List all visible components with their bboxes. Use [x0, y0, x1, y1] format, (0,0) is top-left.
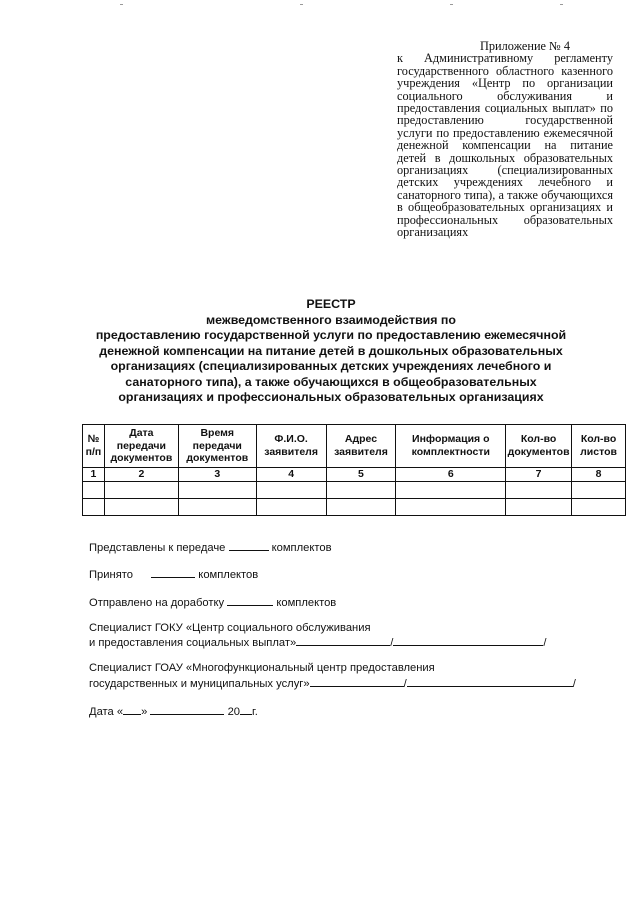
- specialist-goku-line2: и предоставления социальных выплат» / /: [89, 637, 547, 649]
- title-line: межведомственного взаимодействия по: [206, 312, 456, 327]
- scan-mark: [450, 4, 453, 5]
- table-header-row: [83, 425, 626, 468]
- accepted-line: Принято комплектов: [89, 569, 259, 581]
- column-number: 5: [326, 467, 396, 481]
- appendix-block: [397, 40, 613, 239]
- returned-count-blank[interactable]: [227, 595, 273, 606]
- column-number-row: [83, 467, 626, 481]
- title-line: предоставлению государственной услуги по предоставлению ежемесячной: [95, 328, 567, 342]
- specialist-goau-line1: Специалист ГОАУ «Многофункциональный центр предоставления: [89, 662, 435, 674]
- header-cell-number: № п/п: [83, 425, 105, 468]
- scan-mark: [120, 4, 123, 5]
- title-line: санаторного типа), а также обучающихся в общеобразовательных: [125, 374, 537, 389]
- header-cell-time: Время передачи документов: [178, 425, 256, 468]
- column-number: 7: [506, 467, 572, 481]
- title-line: организациях (специализированных детских учреждениях лечебного и: [110, 359, 552, 373]
- header-cell-sheet-count: Кол-во листов: [572, 425, 626, 468]
- appendix-text: к Административному регламенту государственного областного казенного учреждения «Центр по организации социального обслуживания и предоставления социальных выплат» по предоставлению государственной услуги по предоставлению ежемесячной денежной компенсации на питание детей в дошкольных образовательных организациях (специализированных детских учреждениях лечебного и санаторного типа), а также обучающихся в общеобразовательных организациях и профессиональных образовательных организациях: [397, 51, 613, 240]
- specialist-goku-line1: Специалист ГОКУ «Центр социального обслуживания: [89, 622, 371, 634]
- header-cell-completeness: Информация о комплектности: [396, 425, 506, 468]
- accepted-count-blank[interactable]: [151, 567, 195, 578]
- scan-mark: [560, 4, 563, 5]
- title-line: организациях и профессиональных образовательных организациях: [118, 390, 544, 404]
- table-row: [83, 498, 626, 515]
- header-cell-address: Адрес заявителя: [326, 425, 396, 468]
- column-number: 3: [178, 467, 256, 481]
- appendix-heading: Приложение № 4: [479, 39, 571, 53]
- column-number: 2: [104, 467, 178, 481]
- title-line: РЕЕСТР: [306, 297, 356, 311]
- goku-name-blank[interactable]: [393, 635, 543, 646]
- registry-table: [82, 424, 626, 516]
- column-number: 1: [83, 467, 105, 481]
- scan-mark: [300, 4, 303, 5]
- title-line: денежной компенсации на питание детей в дошкольных образовательных: [99, 343, 563, 358]
- submitted-line: Представлены к передаче комплектов: [89, 542, 332, 554]
- date-year-blank[interactable]: [240, 704, 252, 715]
- goku-signature-blank[interactable]: [296, 635, 390, 646]
- date-month-blank[interactable]: [150, 704, 224, 715]
- document-title: [60, 297, 602, 406]
- goau-signature-blank[interactable]: [310, 676, 404, 687]
- returned-line: Отправлено на доработку комплектов: [89, 597, 337, 609]
- column-number: 6: [396, 467, 506, 481]
- date-day-blank[interactable]: [123, 704, 141, 715]
- goau-name-blank[interactable]: [407, 676, 573, 687]
- date-line: Дата « » 20 г.: [89, 706, 258, 718]
- submitted-count-blank[interactable]: [229, 540, 269, 551]
- column-number: 4: [256, 467, 326, 481]
- header-cell-doc-count: Кол-во документов: [506, 425, 572, 468]
- header-cell-date: Дата передачи документов: [104, 425, 178, 468]
- table-row: [83, 481, 626, 498]
- header-cell-name: Ф.И.О. заявителя: [256, 425, 326, 468]
- specialist-goau-line2: государственных и муниципальных услуг» / /: [89, 678, 576, 690]
- column-number: 8: [572, 467, 626, 481]
